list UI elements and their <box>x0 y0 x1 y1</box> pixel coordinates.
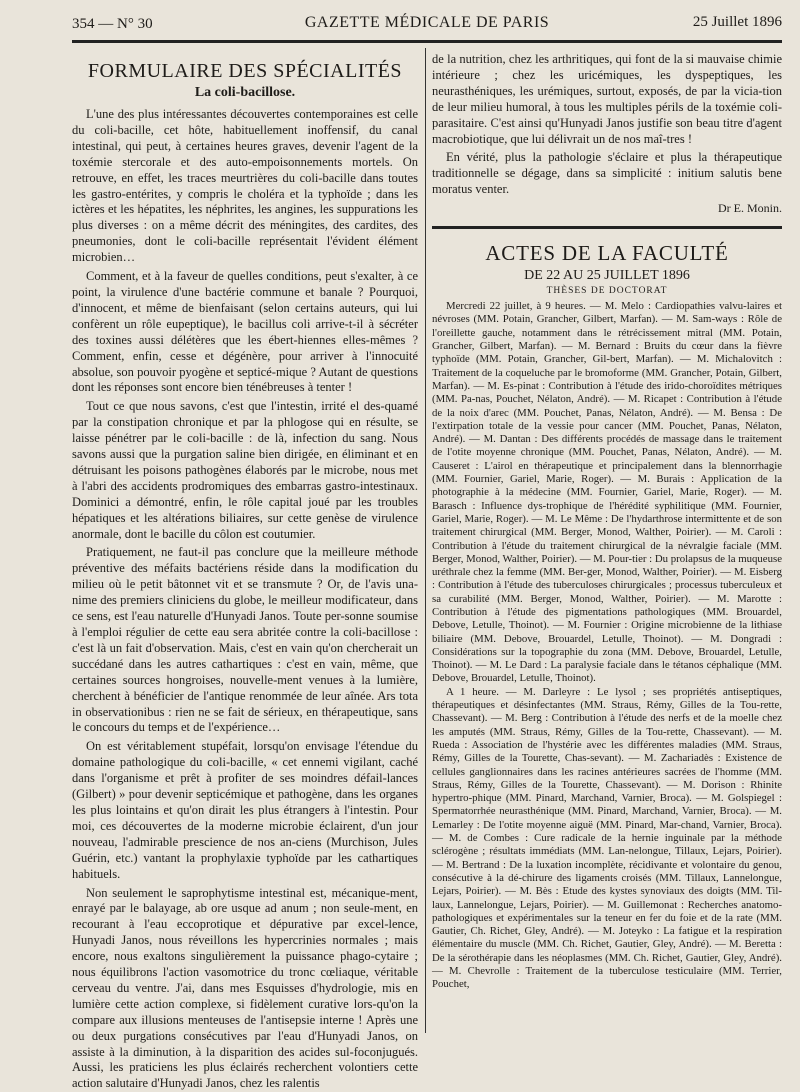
paragraph: Pratiquement, ne faut-il pas conclure que la meilleure méthode préventive des méfaits bactériens réside dans la modification du milieu où le petit bâtonnet vit et se transmute ? Or, de l'avis una-nime des premiers cliniciens du globe, le meilleur modificateur, dans ce sens, est l'eau naturelle d'Hunyadi Janos. Toute per-sonne soumise à l'emploi régulier de cette eau sera abritée contre la coli-bacillose : c'est là un fait d'observation. Mais, c'est en vain qu'on chercherait un succédané dans les autres cathartiques : c'est en vain, même, que certaines sources hongroises, nouvelle-ment venues à la lumière, cherchent à bénéficier de l'antique renommée de leur aînée. Ars tota in observationibus : rien ne se fait de sérieux, en thérapeutique, sans le concours du temps et de l'expérience… <box>72 545 418 736</box>
paragraph: On est véritablement stupéfait, lorsqu'on envisage l'étendue du domaine pathologique du coli-bacille, « cet ennemi vigilant, caché dans l'organisme et prêt à profiter de ses moindres défail-lances (Gilbert) » pour devenir septicémique et pathogène, dans les organes les plus lointains et qu'on dirait les plus étrangers à l'intestin. Pour moi, ces découvertes de la moderne microbie éclairent, d'un jour nouveau, l'admirable prescience de nos an-ciens (Murchison, Jules Guérin, etc.) vantant la prophylaxie typhoïde par les cathartiques habituels. <box>72 739 418 882</box>
paragraph: Tout ce que nous savons, c'est que l'intestin, irrité el des-quamé par la constipation chronique et par la phlogose qui en résulte, se laisse pénétrer par le coli-bacille : de là, infection du sang. Nous savons aussi que la purgation saline bien dirigée, en éliminant et en détruisant les poisons pathogènes élaborés par le microbe, nous met à l'abri des accidents prodromiques des embarras gastro-intestinaux. Dominici a démontré, enfin, le rôle capital joué par les troubles hépatiques et les altérations biliaires, sur cette genèse de virulence anormale, dont le bacille du côlon est coutumier. <box>72 399 418 542</box>
paragraph: Non seulement le saprophytisme intestinal est, mécanique-ment, enrayé par le balayage, ab ore usque ad anum ; non seule-ment, en recourant à l'eau eccoprotique et dépurative par excel-lence, Hunyadi Janos, nous réveillons les hypercrinies normales ; mais encore, nous exaltons singulièrement la puissance phago-cytaire ; nous équilibrons l'action vasomotrice du tronc cœliaque, véritable cerveau du ventre. J'ai, dans mes Esquisses d'hydrologie, mis en lumière cette action complexe, si fidèlement curative lors-qu'on la compare aux illusions menteuses de l'antisepsie interne ! Après une ou deux purgations consécutives par l'eau d'Hunyadi Janos, on assiste à la diminution, à la disparition des acides sul-foconjugués. Aussi, les praticiens les plus éclairés recherchent volontiers cette action salutaire d'Hunyadi Janos, chez les ralentis <box>72 886 418 1092</box>
paragraph: de la nutrition, chez les arthritiques, qui font de la si mauvaise chimie intérieure ; chez les uricémiques, les dyspeptiques, les neurasthéniques, les urémiques, surtout, exposés, de par la vicia-tion de leur milieu humoral, à tous les multiples périls de la toxémie coli-parasitaire. C'est ainsi qu'Hunyadi Janos justifie son beau titre d'agent macrobiotique, que lui délivrait un de nos maî-tres ! <box>432 52 782 147</box>
paragraph: L'une des plus intéressantes découvertes contemporaines est celle du coli-bacille, cet hôte, habituellement inoffensif, du canal intestinal, qui peut, à certaines heures graves, devenir l'agent de la toxémie stercorale et des auto-empoisonnements mortels. On retrouve, en effet, les traces meurtrières du coli-bacille dans toutes les gastro-entérites, y compris le choléra et la typhoïde ; dans les ictères et les hépatites, les néphrites, les angines, les suppurations les plus diverses : on a même décrit des méningites, des cardites, des pneumonies, dont le coli-bacille représentait l'évident élément microbien… <box>72 107 418 266</box>
journal-title: GAZETTE MÉDICALE DE PARIS <box>72 14 782 32</box>
article-subtitle: La coli-bacillose. <box>72 85 418 101</box>
page-number: 354 — N° 30 <box>72 16 153 33</box>
right-column <box>432 52 782 1032</box>
column-divider <box>425 48 426 1033</box>
header-rule <box>72 40 782 43</box>
actes-date: DE 22 AU 25 JUILLET 1896 <box>432 268 782 284</box>
actes-title: ACTES DE LA FACULTÉ <box>432 241 782 266</box>
paragraph: En vérité, plus la pathologie s'éclaire et plus la thérapeutique traditionnelle se dégage, dans sa simplicité : initium salutis bene moratus venter. <box>432 150 782 198</box>
masthead <box>72 10 782 38</box>
left-column <box>72 52 418 1032</box>
section-rule <box>432 226 782 229</box>
section-title: FORMULAIRE DES SPÉCIALITÉS <box>72 60 418 83</box>
theses-paragraph: A 1 heure. — M. Darleyre : Le lysol ; ses propriétés antiseptiques, thérapeutiques et désinfectantes (MM. Straus, Rémy, Gilles de la Tou-rette, Chassevant). — M. Berg : Contribution à l'étude des nerfs et de la moelle chez les amputés (MM. Straus, Rémy, Gilles de la Tou-rette, Chassevant). — M. Rueda : Association de l'hystérie avec les différentes maladies (MM. Straus, Rémy, Gilles de la Tourette, Chas-sevant). — M. Zachariadès : Existence de cellules ganglionnaires dans les racines antérieures sacrées de l'homme (MM. Straus, Rémy, Gilles de la Tourette, Chassevant). — M. Dorison : Rhinite hypertro-phique (MM. Pinard, Marchand, Varnier, Broca). — M. Golspiegel : Spermatorrhée neurasthénique (MM. Pinard, Marchand, Varnier, Broca). — M. Lemarley : De l'otite moyenne aiguë (MM. Pinard, Mar-chand, Varnier, Broca). — M. de Combes : Cure radicale de la hernie inguinale par la méthode sclérogène ; résultats immédiats (MM. Lan-nelongue, Tillaux, Lejars, Poirier). — M. Bertrand : De la luxation incomplète, récidivante et volontaire du genou, consécutive à la dé-chirure des ligaments croisés (MM. Tillaux, Lannelongue, Lejars, Poirier). — M. Bès : Etude des kystes synoviaux des doigts (MM. Til-laux, Lannelongue, Lejars, Poirier). — M. Guillemonat : Recherches anatomo-pathologiques et expérimentales sur la teneur en fer du foie et de la rate (MM. Gautier, Ch. Richet, Gley, André). — M. Joteyko : La fatigue et la respiration élémentaire du muscle (MM. Ch. Richet, Gautier, Gley, André). — M. Beretta : De la sérothérapie dans les néoplasmes (MM. Ch. Richet, Gautier, Gley, André). — M. Chevrolle : Traitement de la tuberculose testiculaire (MM. Terrier, Pouchet, <box>432 686 782 992</box>
theses-label: THÈSES DE DOCTORAT <box>432 286 782 296</box>
theses-paragraph: Mercredi 22 juillet, à 9 heures. — M. Melo : Cardiopathies valvu-laires et névroses (MM. Potain, Grancher, Gilbert, Marfan). — M. Sam-ways : Rôle de l'oreillette gauche, notamment dans le rétrécissement mitral (MM. Potain, Grancher, Gilbert, Marfan). — M. Bernard : Bruits du cœur dans la fièvre typhoïde (MM. Potain, Grancher, Gil-bert, Marfan). — M. Michalovitch : Traitement de la coqueluche par le bromoforme (MM. Grancher, Potain, Gilbert, Marfan). — M. Es-pinat : Contribution à l'étude des irido-choroïdites métriques (MM. Pa-nas, Pouchet, Nélaton, André). — M. Ricapet : Contribution à l'étude de la noix d'arec (MM. Pouchet, Panas, Nélaton, André). — M. Bensa : De l'extirpation totale de la vessie pour cancer (MM. Pouchet, Panas, Nélaton, André). — M. Dantan : Des différents procédés de massage dans le traitement de l'otite moyenne chronique (MM. Pouchet, Panas, Nélaton, André). — M. Causeret : L'airol en thérapeutique et principalement dans la blennorrhagie (MM. Fournier, Gariel, Marie, Roger). — M. Burais : Application de la photographie à la médecine (MM. Fournier, Gariel, Marie, Roger). — M. Barasch : Influence dys-trophique de l'hérédité syphilitique (MM. Fournier, Gariel, Marie, Roger). — M. Le Même : De l'hydarthrose intermittente et de son traitement chirurgical (MM. Berger, Monod, Walther, Poirier). — M. Caroli : Contribution à l'étude du traitement chirurgical de la névralgie faciale (MM. Berger, Monod, Walther, Poirier). — M. Pour-tier : Du prolapsus de la muqueuse uréthrale chez la femme (MM. Ber-ger, Monod, Walther, Poirier). — M. Eisberg : Contribution à l'étude des tuberculoses chirurgicales ; processus tuberculeux et sa curabilité (MM. Berger, Monod, Walther, Poirier). — M. Marotte : Contribution à l'étude des pigmentations pathologiques (MM. Brouardel, Debove, Letulle, Thoinot). — M. Fournier : Origine microbienne de la lithiase biliaire (MM. Debove, Brouardel, Letulle, Thoinot). — M. Dongradi : Considérations sur la topographie du zona (MM. Debove, Brouardel, Letulle, Thoinot). — M. Le Dard : La paralysie faciale dans le tétanos céphalique (MM. Debove, Brouardel, Letulle, Thoinot). <box>432 300 782 686</box>
issue-date: 25 Juillet 1896 <box>693 14 782 31</box>
paragraph: Comment, et à la faveur de quelles conditions, peut s'exalter, à ce point, la virulence d'une bactérie commune et banale ? Pourquoi, d'innocent, et même de bienfaisant (selon certains auteurs, qui lui confèrent un rôle eupeptique), le bacillus coli arrive-t-il à sécréter des toxines aussi délétères que les ébert-hiennes elles-mêmes ? Comment, enfin, cesse et dégénère, pour arriver à l'innocuité absolue, son pouvoir pyogène et septicé-mique ? Autant de questions dont les réponses sont encore bien ténébreuses à tenter ! <box>72 269 418 396</box>
author-signature: Dr E. Monin. <box>432 201 782 216</box>
